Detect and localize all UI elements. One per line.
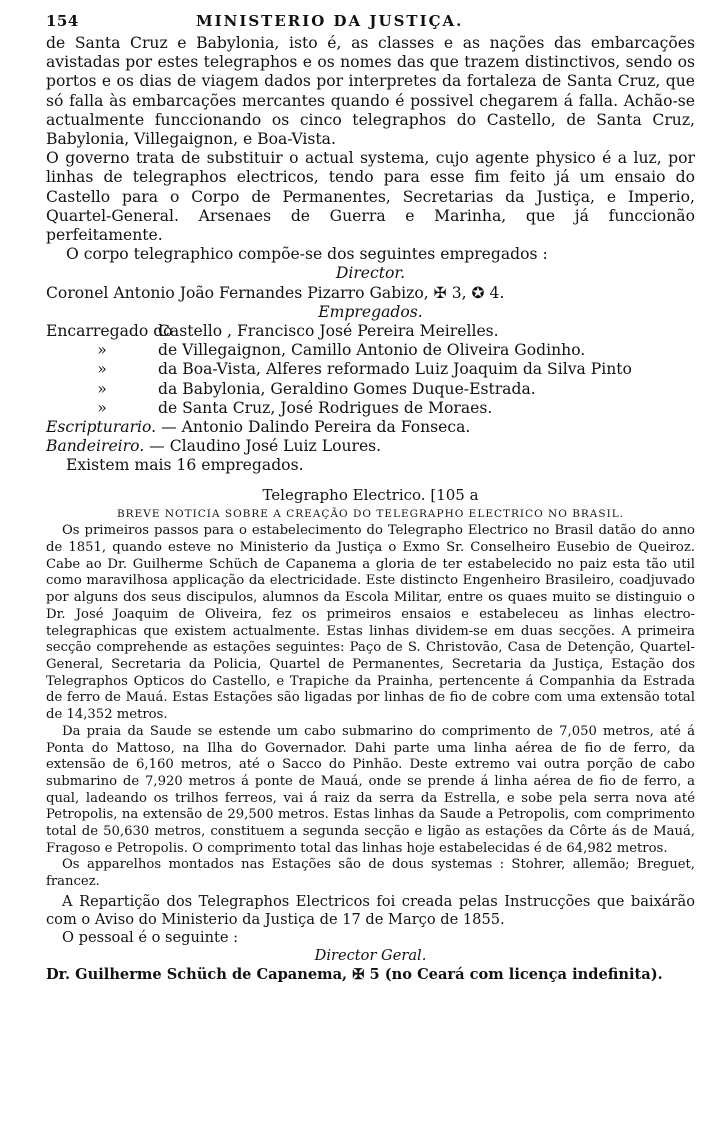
bandeireiro-line bbox=[46, 437, 695, 456]
escripturario-line bbox=[46, 418, 695, 437]
corpo-line: O corpo telegraphico compõe-se dos seguintes empregados : bbox=[66, 245, 548, 264]
intro-paragraph-2: O governo trata de substituir o actual systema, cujo agente physico é a luz, por linhas de telegraphos electricos, tendo para esse fim feito já um ensaio do Castello para o Corpo de Permanentes, Secretarias da Justiça, e Imperio, Quartel-General. Arsenaes de Guerra e Marinha, que já funccionão perfeitamente. bbox=[46, 149, 695, 245]
repartition-paragraph: A Repartição dos Telegraphos Electricos foi creada pelas Instrucções que baixárão com o Aviso do Ministerio da Justiça de 17 de Março de 1855. bbox=[46, 892, 695, 929]
employee-detail: da Babylonia, Geraldino Gomes Duque-Estrada. bbox=[158, 379, 536, 398]
running-title: MINISTERIO DA JUSTIÇA. bbox=[196, 12, 464, 30]
page-number: 154 bbox=[46, 12, 79, 30]
employee-lead: Encarregado do bbox=[46, 322, 173, 341]
notice-title: BREVE NOTICIA SOBRE A CREAÇÃO DO TELEGRAPHO ELECTRICO NO BRASIL. bbox=[116, 507, 625, 520]
notice-paragraph-2: Da praia da Saude se estende um cabo submarino do comprimento de 7,050 metros, até á Ponta do Mattoso, na Ilha do Governador. Dahi parte uma linha aérea de fio de ferro, da extensão de 6,160 metros, até o Sacco do Pinhão. Deste extremo vai outra porção de cabo submarino de 7,920 metros á ponte de Mauá, onde se prende á linha aérea de fio de ferro, a qual, ladeando os trilhos ferreos, vai á raiz da serra da Estrella, e sobe pela serra nova até Petropolis, na extensão de 29,500 metros. Estas linhas da Saude a Petropolis, com comprimento total de 50,630 metros, constituem a segunda secção e ligão as estações da Côrte ás de Mauá, Fragoso e Petropolis. O comprimento total das linhas hoje estabelecidas é de 64,982 metros. bbox=[46, 723, 695, 856]
escripturario-role: Escripturario. bbox=[46, 418, 157, 437]
bandeireiro-role: Bandeireiro. bbox=[46, 437, 145, 456]
employee-lead: » bbox=[97, 379, 107, 398]
employee-detail: da Boa-Vista, Alferes reformado Luiz Joaquim da Silva Pinto bbox=[158, 360, 632, 379]
intro-section bbox=[46, 34, 695, 476]
escripturario-name: — Antonio Dalindo Pereira da Fonseca. bbox=[156, 418, 471, 437]
employee-lead: » bbox=[97, 360, 107, 379]
repartition-section bbox=[46, 893, 695, 984]
bandeireiro-name: — Claudino José Luiz Loures. bbox=[144, 437, 382, 456]
director-heading: Director. bbox=[335, 264, 406, 283]
employee-row bbox=[46, 322, 695, 341]
director-geral-heading: Director Geral. bbox=[314, 947, 427, 965]
employee-row bbox=[46, 341, 695, 360]
director-name: Coronel Antonio João Fernandes Pizarro Gabizo, ✠ 3, ✪ 4. bbox=[46, 283, 505, 302]
existem-line: Existem mais 16 empregados. bbox=[66, 456, 304, 475]
employee-row bbox=[46, 399, 695, 418]
telegraph-heading: Telegrapho Electrico. [105 a bbox=[262, 485, 479, 504]
employee-detail: Castello , Francisco José Pereira Meirelles. bbox=[158, 322, 499, 341]
telegraph-notice bbox=[46, 506, 695, 891]
notice-paragraph-3: Os apparelhos montados nas Estações são de dous systemas : Stohrer, allemão; Breguet, francez. bbox=[46, 857, 695, 890]
employee-detail: de Villegaignon, Camillo Antonio de Oliveira Godinho. bbox=[158, 341, 586, 360]
employee-row bbox=[46, 360, 695, 379]
employee-row bbox=[46, 380, 695, 399]
employee-lead: » bbox=[97, 398, 107, 417]
pessoal-line: O pessoal é o seguinte : bbox=[62, 929, 239, 947]
page-header bbox=[46, 12, 695, 30]
intro-paragraph-1: de Santa Cruz e Babylonia, isto é, as classes e as nações das embarcações avistadas por estes telegraphos e os nomes das que trazem distinctivos, sendo os portos e os dias de viagem dados por interpretes da fortaleza de Santa Cruz, que só falla às embarcações mercantes quando é possivel chegarem á falla. Achão-se actualmente funccionando os cinco telegraphos do Castello, de Santa Cruz, Babylonia, Villegaignon, e Boa-Vista. bbox=[46, 34, 695, 149]
empregados-heading: Empregados. bbox=[318, 302, 423, 321]
notice-paragraph-1: Os primeiros passos para o estabelecimento do Telegrapho Electrico no Brasil datão do anno de 1851, quando esteve no Ministerio da Justiça o Exmo Sr. Conselheiro Eusebio de Queiroz. Cabe ao Dr. Guilherme Schüch de Capanema a gloria de ter estabelecido no paiz esta tão util como maravilhosa applicação da electricidade. Este distincto Engenheiro Brasileiro, coadjuvado por alguns dos seus discipulos, alumnos da Escola Militar, entre os quaes muito se distinguio o Dr. José Joaquim de Oliveira, fez os primeiros ensaios e estabeleceu as linhas electro-telegraphicas que existem actualmente. Estas linhas dividem-se em duas secções. A primeira secção comprehende as estações seguintes: Paço de S. Christovão, Casa de Detenção, Quartel-General, Secretaria da Policia, Quartel de Permanentes, Secretaria da Justiça, Estação dos Telegraphos Opticos do Castello, e Trapiche da Prainha, pertencente á Companhia da Estrada de ferro de Mauá. Estas Estações são ligadas por linhas de fio de cobre com uma extensão total de 14,352 metros. bbox=[46, 523, 695, 723]
employee-detail: de Santa Cruz, José Rodrigues de Moraes. bbox=[158, 398, 493, 417]
employee-lead: » bbox=[97, 341, 107, 360]
director-geral-name: Dr. Guilherme Schüch de Capanema, ✠ 5 (no Ceará com licença indefinita). bbox=[46, 965, 663, 983]
